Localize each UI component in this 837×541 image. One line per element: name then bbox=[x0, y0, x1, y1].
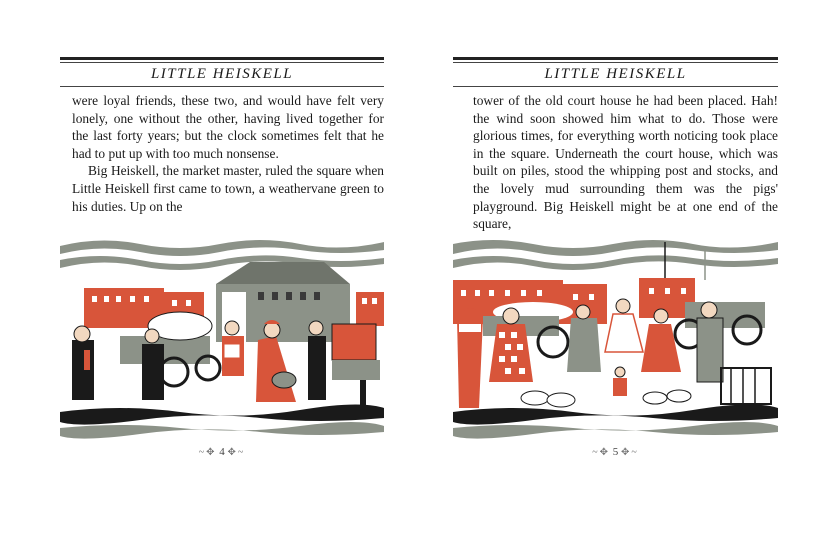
right-page bbox=[453, 0, 778, 541]
page-number bbox=[60, 446, 384, 458]
running-head: LITTLE HEISKELL bbox=[150, 66, 294, 82]
top-rule bbox=[60, 57, 384, 60]
paragraph: tower of the old court house he had been placed. Hah! the wind soon showed him what to do. Those were glorious times, for everything worth noticing took place in the square. Underneath the court house, which was built on piles, stood the whipping post and stocks, and the lovely mud surrounding them was the pigs' playground. Big Heiskell might be at one end of the square, bbox=[473, 93, 778, 232]
ornament-left-icon: ~✥ bbox=[592, 447, 610, 458]
ornament-right-icon: ✥~ bbox=[621, 447, 639, 458]
head-rule bbox=[453, 86, 778, 87]
head-rule bbox=[60, 86, 384, 87]
top-rule-thin bbox=[60, 62, 384, 63]
paragraph: Big Heiskell, the market master, ruled the square when Little Heiskell first came to town, a weathervane green to his duties. Up on the bbox=[72, 163, 384, 214]
ornament-right-icon: ✥~ bbox=[227, 447, 246, 458]
top-rule bbox=[453, 57, 778, 60]
running-head: LITTLE HEISKELL bbox=[544, 66, 687, 82]
body-text bbox=[72, 92, 384, 215]
ornament-left-icon: ~✥ bbox=[198, 447, 217, 458]
left-page bbox=[60, 0, 384, 541]
page-number-text: 5 bbox=[612, 446, 619, 458]
top-rule-thin bbox=[453, 62, 778, 63]
page-number bbox=[453, 446, 778, 458]
market-square-illustration bbox=[453, 232, 778, 444]
page-number-text: 4 bbox=[219, 446, 225, 458]
paragraph: were loyal friends, these two, and would have felt very lonely, one without the other, having lived together for the last forty years; but the clock sometimes felt that he had to put up with too much nonsense. bbox=[72, 93, 384, 161]
market-square-illustration bbox=[60, 232, 384, 444]
body-text bbox=[473, 92, 778, 233]
